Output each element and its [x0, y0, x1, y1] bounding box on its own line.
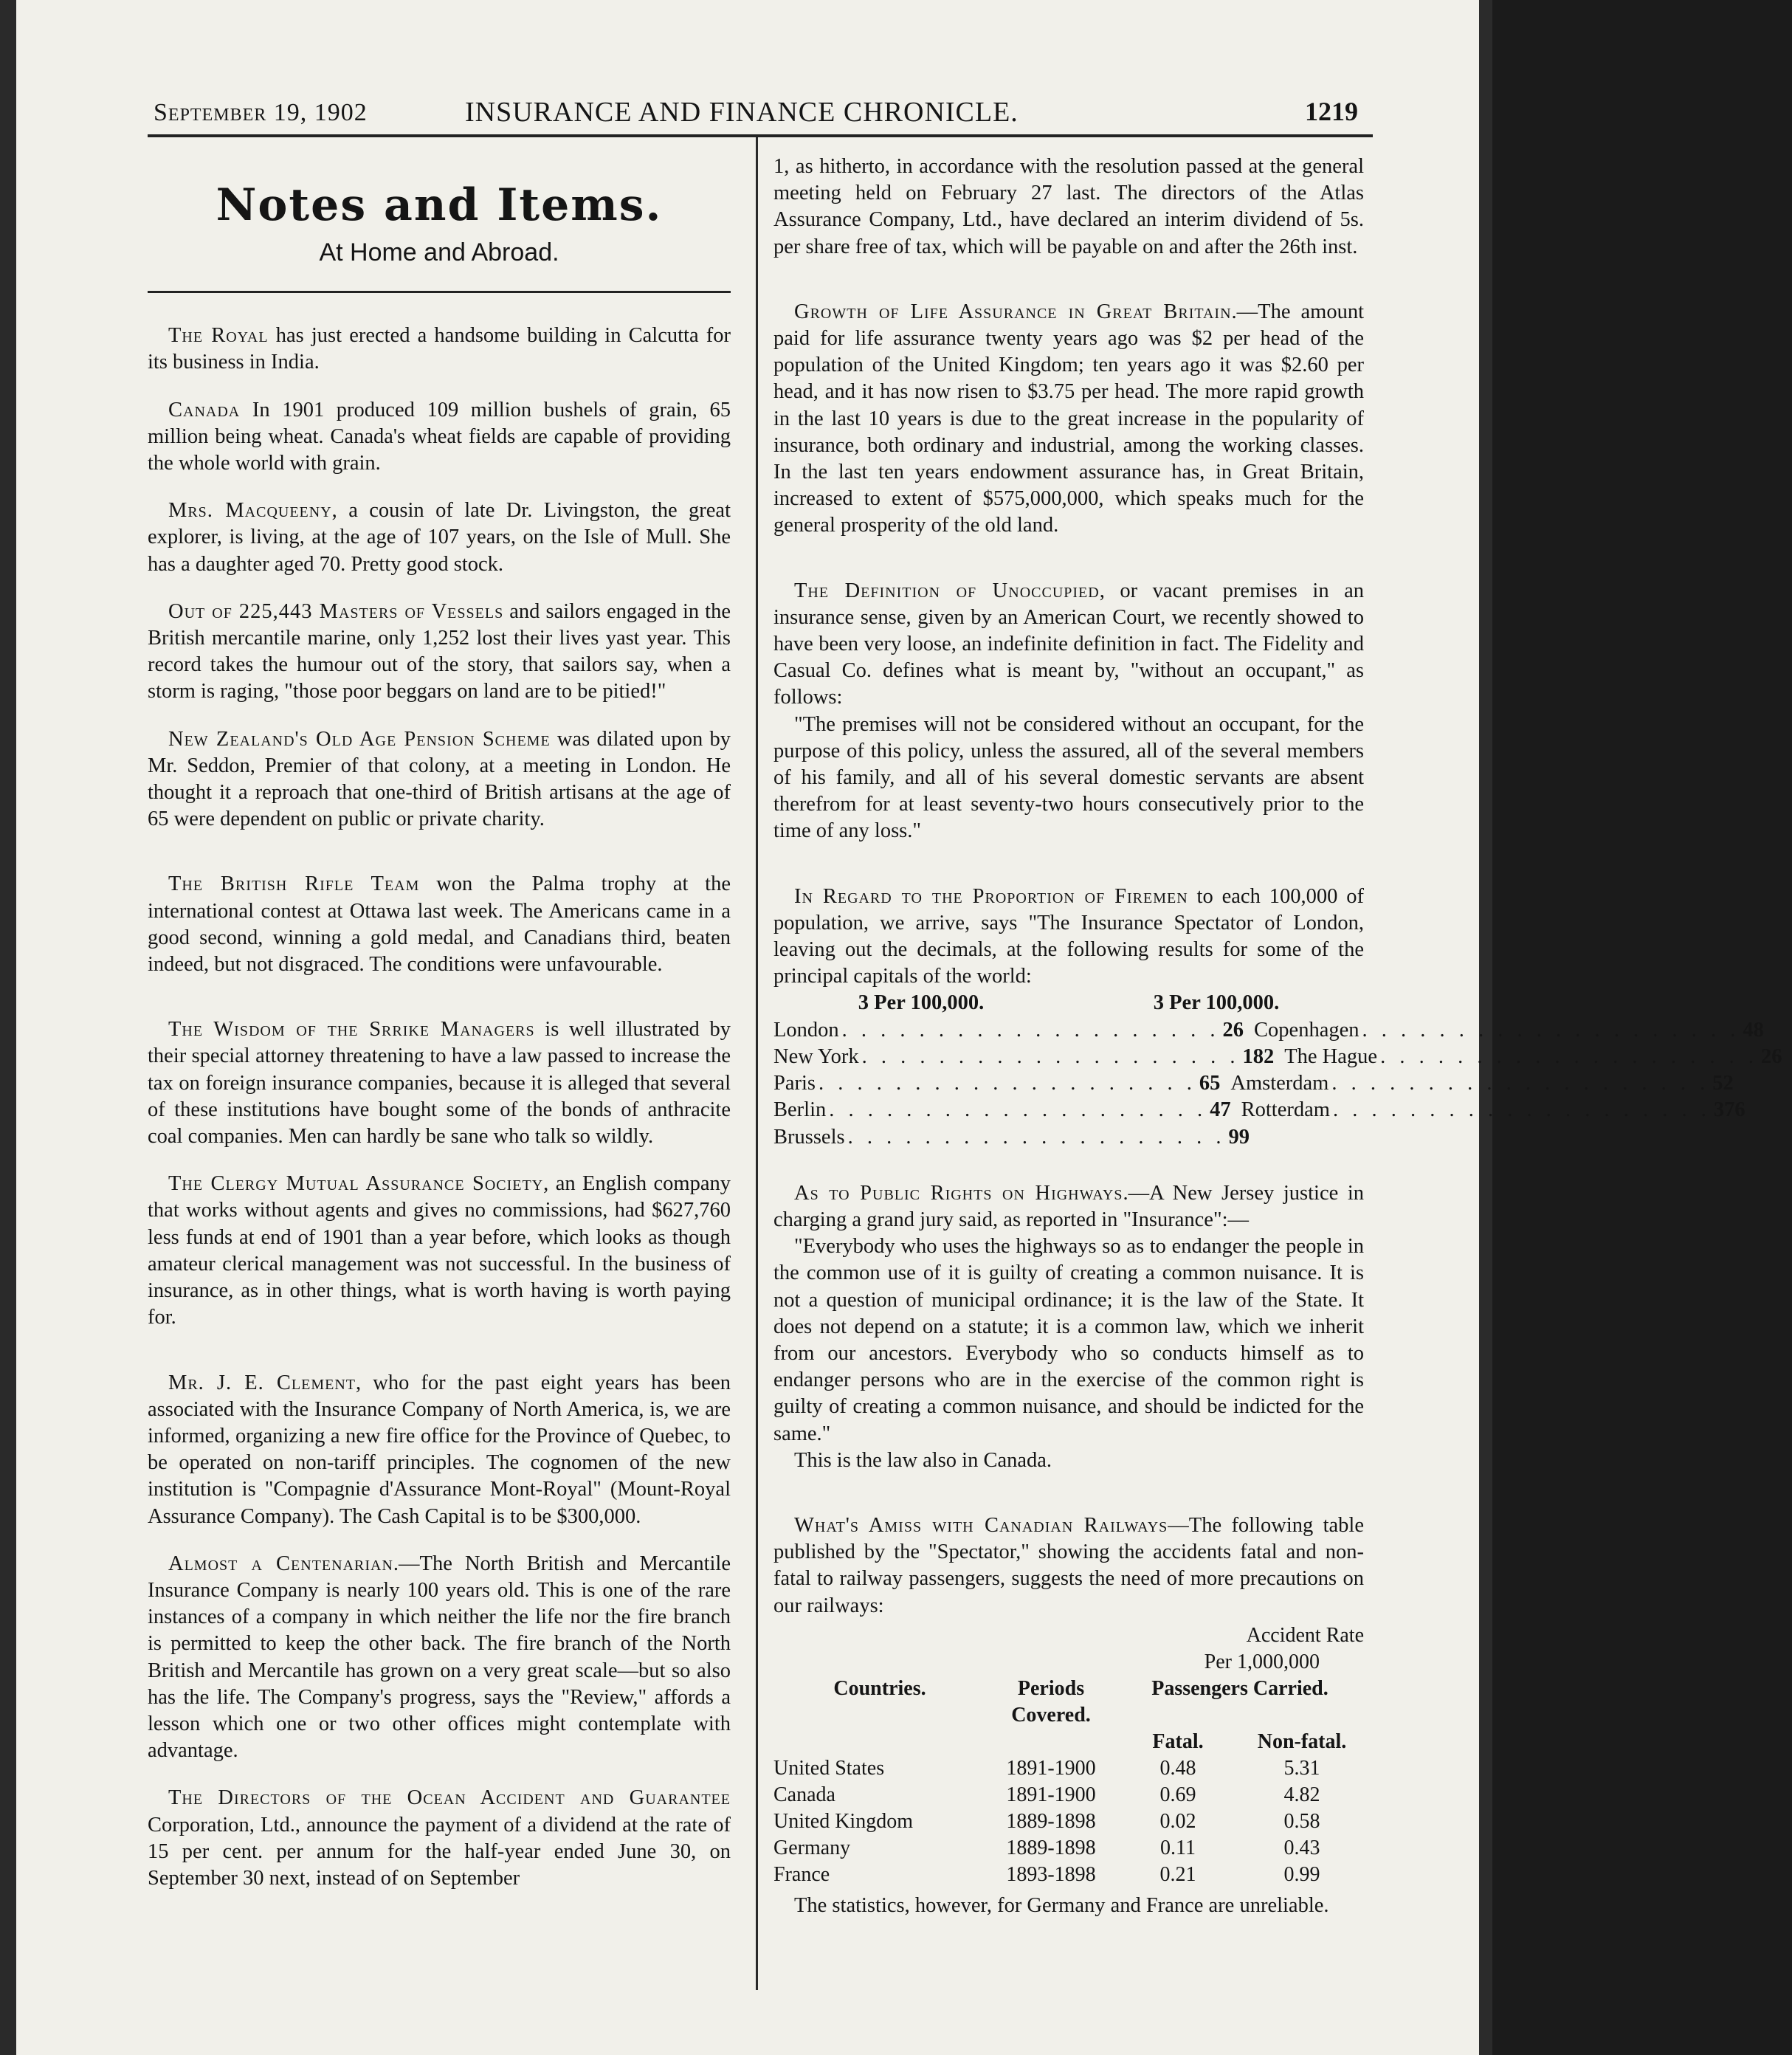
capitals-head-left: 3 Per 100,000. — [858, 991, 985, 1015]
item-rifle-team — [148, 871, 731, 978]
item-lead: Canada — [168, 398, 241, 421]
item-clergy-mutual — [148, 1171, 731, 1331]
item-clement — [148, 1370, 731, 1530]
item-text: has just erected a handsome building in Calcutta for its business in India. — [148, 324, 731, 374]
nonfatal-rate-cell: 0.99 — [1283, 1862, 1320, 1886]
item-text: , or vacant premises in an insurance sense, given by an American Court, we recently showed to have been very loose, an indefinite definition in fact. The Fidelity and Casual Co. defines what is meant by, "without an occupant," as follows: — [773, 579, 1365, 709]
period-cell: 1891-1900 — [1006, 1756, 1096, 1780]
column-divider — [756, 137, 758, 1990]
item-text: was dilated upon by Mr. Seddon, Premier of that colony, at a meeting in London. He thought it a reproach that one-third of British artisans at the age of 65 were dependent on public or private charity. — [148, 727, 731, 831]
item-masters-of-vessels — [148, 599, 731, 706]
header-page-number: 1219 — [1305, 97, 1358, 126]
railway-accidents-table — [773, 1622, 1364, 1888]
period-cell: 1891-1900 — [1006, 1783, 1096, 1806]
railway-table-body — [773, 1755, 1364, 1888]
item-lead: The Clergy Mutual Assurance Society — [168, 1172, 544, 1196]
firemen-count: 65 — [1199, 1072, 1221, 1095]
item-text: , a cousin of late Dr. Livingston, the great explorer, is living, at the age of 107 years, on the Isle of Mull. She has a daughter aged 70. Pretty good stock. — [148, 499, 731, 576]
item-text: , an English company that works without agents and gives no commissions, had $627,760 less funds at end of 1901 than a year before, which looks as though amateur clerical management was not successful. In the business of insurance, as in other things, what is worth having is worth paying for. — [148, 1172, 731, 1329]
item-lead: What's Amiss with Canadian Railways — [794, 1513, 1168, 1537]
period-cell: 1889-1898 — [1006, 1836, 1096, 1859]
capitals-table-body — [773, 1017, 1782, 1151]
left-column — [148, 155, 731, 1913]
item-lead: Mr. J. E. Clement — [168, 1371, 356, 1394]
capital-city: Paris — [773, 1072, 816, 1095]
leader-dots: . . . . . . . . . . . . . . . . . . . . — [847, 1125, 1226, 1149]
firemen-count: 182 — [1242, 1044, 1275, 1068]
capitals-table-header — [773, 990, 1364, 1016]
col-fatal: Fatal. — [1152, 1729, 1204, 1753]
firemen-count: 52 — [1712, 1072, 1734, 1095]
capital-city: Rotterdam — [1241, 1098, 1330, 1122]
col-passengers-carried: Passengers Carried. — [1151, 1676, 1329, 1700]
firemen-count: 376 — [1713, 1098, 1746, 1122]
item-lead: The Wisdom of the Srrike Managers — [168, 1018, 535, 1042]
capital-city: The Hague — [1284, 1044, 1378, 1068]
item-firemen-proportion — [773, 884, 1364, 991]
railway-row — [773, 1835, 1364, 1862]
item-text: .—The North British and Mercantile Insurance Company is nearly 100 years old. This is one of the rare instances of a company in which neither the life nor the fire branch is permitted to keep the other back. The fire branch of the North British and Mercantile has grown on a very great scale—but so also has the life. The Company's progress, says the "Review," affords a lesson which one or two other offices might contemplate with advantage. — [148, 1552, 731, 1763]
capitals-head-right: 3 Per 100,000. — [1153, 991, 1280, 1015]
capital-cell — [1254, 1017, 1774, 1044]
nonfatal-rate-cell: 5.31 — [1283, 1756, 1320, 1780]
country-cell: United States — [773, 1756, 885, 1780]
item-text: .—A New Jersey justice in charging a grand jury said, as reported in "Insurance":— — [773, 1181, 1364, 1231]
header-rule — [148, 134, 1373, 137]
capitals-row — [773, 1070, 1734, 1097]
item-strike-managers — [148, 1016, 731, 1150]
capitals-row — [773, 1124, 1364, 1151]
leader-dots: . . . . . . . . . . . . . . . . . . . . — [841, 1018, 1220, 1042]
closing-note: The statistics, however, for Germany and France are unreliable. — [794, 1893, 1329, 1917]
item-lead: The Directors of the Ocean Accident and Guarantee — [168, 1786, 731, 1810]
country-cell: France — [773, 1862, 830, 1886]
item-text: won the Palma trophy at the international contest at Ottawa last week. The Americans came in a good second, winning a gold medal, and Canadians third, beaten indeed, but not disgraced. The conditions were unfavourable. — [148, 872, 731, 977]
item-lead: Growth of Life Assurance in Great Britain — [794, 300, 1232, 323]
capitals-row — [773, 1097, 1746, 1123]
railway-table-heading-row — [773, 1622, 1364, 1649]
leader-dots: . . . . . . . . . . . . . . . . . . . . — [1332, 1098, 1711, 1122]
item-lead: Almost a Centenarian — [168, 1552, 393, 1575]
capitals-row — [773, 1044, 1782, 1070]
header-date: September 19, 1902 — [154, 99, 368, 126]
railway-row — [773, 1755, 1364, 1782]
railway-table-heading-row — [773, 1729, 1364, 1755]
page-edge-shadow — [0, 0, 16, 2055]
capital-cell — [773, 1124, 1260, 1151]
capital-cell — [773, 1097, 1241, 1123]
item-text: —The following table published by the "Spectator," showing the accidents fatal and non-fatal to railway passengers, suggests the need of more precautions on our railways: — [773, 1513, 1364, 1617]
country-cell: United Kingdom — [773, 1809, 913, 1833]
right-column — [773, 154, 1782, 1940]
item-text: In 1901 produced 109 million bushels of grain, 65 million being wheat. Canada's wheat fields are capable of providing the whole world with grain. — [148, 398, 731, 475]
item-public-rights-highways — [773, 1180, 1364, 1233]
item-centenarian — [148, 1551, 731, 1765]
period-cell: 1893-1898 — [1006, 1862, 1096, 1886]
col-periods-covered: Covered. — [1011, 1703, 1091, 1727]
firemen-count: 26 — [1222, 1018, 1244, 1042]
railway-row — [773, 1782, 1364, 1808]
railway-table-heading-row — [773, 1649, 1364, 1676]
leader-dots: . . . . . . . . . . . . . . . . . . . . — [1380, 1044, 1758, 1068]
item-text: .—The amount paid for life assurance twenty years ago was $2 per head of the population of the United Kingdom; ten years ago it was $2.60 per head, and it has now risen to $3.75 per head. The more rapid growth in the last 10 years is due to the great increase in the popularity of insurance, both ordinary and industrial, among the working classes. In the last ten years endowment assurance has, in Great Britain, increased to extent of $575,000,000, which speaks much for the general prosperity of the old land. — [773, 300, 1365, 537]
section-subtitle: At Home and Abroad. — [319, 238, 559, 266]
item-lead: Mrs. Macqueeny — [168, 499, 332, 523]
capitals-row — [773, 1017, 1764, 1044]
capitals-table — [773, 990, 1782, 1150]
item-lead: New Zealand's Old Age Pension Scheme — [168, 727, 551, 751]
item-text: and sailors engaged in the British mercantile marine, only 1,252 lost their lives yast year. This record takes the humour out of the story, that sailors say, when a storm is raging, "those poor beggars on land are to be pitied!" — [148, 599, 731, 703]
nonfatal-rate-cell: 0.58 — [1283, 1809, 1320, 1833]
capital-cell — [773, 1044, 1284, 1070]
firemen-count: 48 — [1743, 1018, 1764, 1042]
capital-cell — [1241, 1097, 1756, 1123]
item-royal — [148, 323, 731, 376]
period-cell: 1889-1898 — [1006, 1809, 1096, 1833]
capital-city: New York — [773, 1044, 859, 1068]
firemen-count: 47 — [1210, 1098, 1231, 1122]
continuation-paragraph: 1, as hitherto, in accordance with the resolution passed at the general meeting held on February 27 last. The directors of the Atlas Assurance Company, Ltd., have declared an interim dividend of 5s. per share free of tax, which will be payable on and after the 26th inst. — [773, 155, 1364, 258]
leader-dots: . . . . . . . . . . . . . . . . . . . . — [1331, 1072, 1710, 1095]
rate-heading-2: Per 1,000,000 — [1204, 1650, 1320, 1673]
title-rule — [148, 291, 731, 293]
capital-city: Berlin — [773, 1098, 827, 1122]
fatal-rate-cell: 0.11 — [1160, 1836, 1196, 1859]
fatal-rate-cell: 0.21 — [1159, 1862, 1196, 1886]
item-lead: The Definition of Unoccupied — [794, 579, 1100, 602]
item-ocean-accident — [148, 1785, 731, 1892]
leader-dots: . . . . . . . . . . . . . . . . . . . . — [829, 1098, 1207, 1122]
nonfatal-rate-cell: 0.43 — [1283, 1836, 1320, 1859]
leader-dots: . . . . . . . . . . . . . . . . . . . . — [819, 1072, 1196, 1095]
capital-cell — [1260, 1124, 1364, 1151]
capital-cell — [1284, 1044, 1792, 1070]
country-cell: Germany — [773, 1836, 851, 1859]
capital-cell — [1230, 1070, 1743, 1097]
item-growth-life-assurance — [773, 299, 1364, 540]
item-text: Corporation, Ltd., announce the payment of a dividend at the rate of 15 per cent. per annum for the half-year ended June 30, on September 30 next, instead of on September — [148, 1813, 731, 1890]
fatal-rate-cell: 0.48 — [1159, 1756, 1196, 1780]
canada-law-note: This is the law also in Canada. — [794, 1448, 1052, 1472]
railway-row — [773, 1862, 1364, 1888]
railway-row — [773, 1808, 1364, 1835]
header-title: INSURANCE AND FINANCE CHRONICLE. — [465, 97, 1019, 128]
item-lead: In Regard to the Proportion of Firemen — [794, 884, 1188, 908]
item-canadian-railways — [773, 1512, 1364, 1619]
leader-dots: . . . . . . . . . . . . . . . . . . . . — [1362, 1018, 1740, 1042]
capital-cell — [773, 1070, 1230, 1097]
item-definition-unoccupied — [773, 578, 1364, 712]
nonfatal-rate-cell: 4.82 — [1283, 1783, 1320, 1806]
page-header — [148, 94, 1358, 131]
item-text: , who for the past eight years has been associated with the Insurance Company of North America, is, we are informed, organizing a new fire office for the Province of Quebec, to be operated on non-tariff principles. The cognomen of the new institution is "Compagnie d'Assurance Mont-Royal" (Mount-Royal Assurance Company). The Cash Capital is to be $300,000. — [148, 1371, 731, 1528]
rate-heading-1: Accident Rate — [1246, 1623, 1364, 1647]
item-canada-grain — [148, 397, 731, 478]
capital-city: London — [773, 1018, 839, 1042]
fatal-rate-cell: 0.69 — [1159, 1783, 1196, 1806]
item-lead: The Royal — [168, 324, 269, 348]
col-periods: Periods — [1017, 1676, 1085, 1700]
highways-quote: "Everybody who uses the highways so as to endanger the people in the common use of it is guilty of creating a common nuisance. It is not a question of municipal ordinance; it is the law of the State. It does not depend on a statute; it is a common law, which we inherit from our ancestors. Everybody who so conducts himself as to endanger persons who are in the exercise of the common right is guilty of creating a common nuisance, and should be indicted for the same." — [773, 1235, 1364, 1445]
col-nonfatal: Non-fatal. — [1257, 1729, 1347, 1753]
country-cell: Canada — [773, 1783, 835, 1806]
item-lead: Out of 225,443 Masters of Vessels — [168, 599, 504, 623]
item-lead: As to Public Rights on Highways — [794, 1181, 1123, 1205]
railway-table-heading-row — [773, 1676, 1364, 1702]
col-countries: Countries. — [833, 1676, 926, 1700]
fatal-rate-cell: 0.02 — [1159, 1809, 1196, 1833]
definition-quote: "The premises will not be considered without an occupant, for the purpose of this policy, unless the assured, all of the several members of his family, and all of his several domestic servants are absent therefrom for at least seventy-two hours consecutively prior to the time of any loss." — [773, 712, 1364, 843]
firemen-count: 26 — [1760, 1044, 1782, 1068]
capital-city: Amsterdam — [1230, 1072, 1329, 1095]
leader-dots: . . . . . . . . . . . . . . . . . . . . — [861, 1044, 1240, 1068]
leader-dots — [1263, 1124, 1351, 1151]
section-title: Notes and Items. — [216, 179, 663, 231]
capital-city: Copenhagen — [1254, 1018, 1359, 1042]
item-text: is well illustrated by their special attorney threatening to have a law passed to increase the tax on foreign insurance companies, because it is alleged that several of these institutions have bought some of the bonds of anthracite coal companies. Men can hardly be sane who talk so wildly. — [148, 1018, 731, 1149]
item-pension-scheme — [148, 726, 731, 833]
firemen-count: 99 — [1228, 1125, 1250, 1149]
item-text: to each 100,000 of population, we arrive, says "The Insurance Spectator of London, leaving out the decimals, at the following results for some of the principal capitals of the world: — [773, 884, 1365, 988]
railway-table-heading-row — [773, 1702, 1364, 1729]
capital-cell — [773, 1017, 1254, 1044]
item-lead: The British Rifle Team — [168, 872, 420, 896]
item-macqueeny — [148, 498, 731, 578]
capital-city: Brussels — [773, 1125, 845, 1149]
